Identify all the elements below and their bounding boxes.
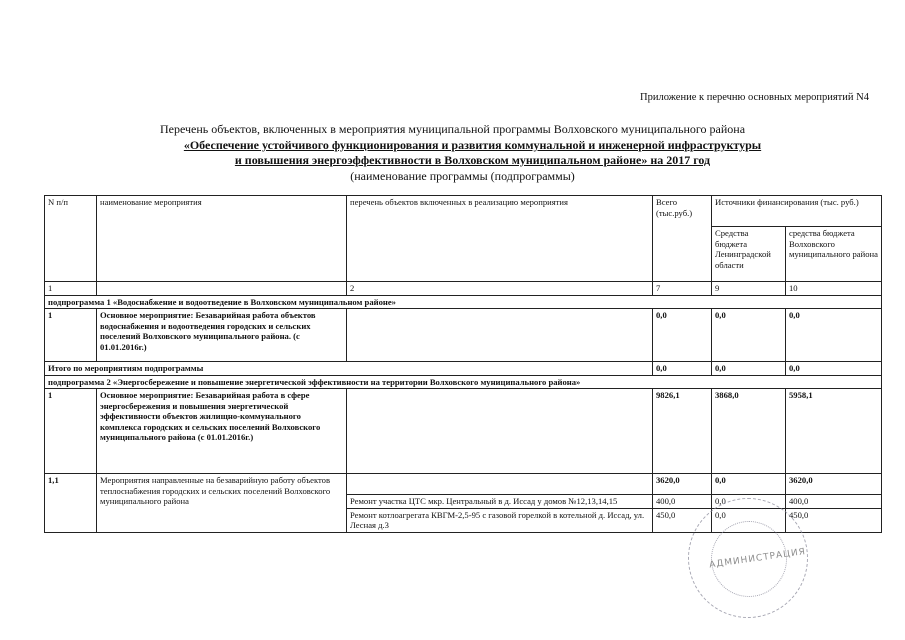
header-municipal: средства бюджета Волховского муниципального района <box>786 227 882 282</box>
subprogram-2-title: подпрограмма 2 «Энергосбережение и повышение энергетической эффективности на территории Волховского муниципального района» <box>45 375 882 389</box>
object-regional: 0,0 <box>712 508 786 532</box>
subprogram-1-title: подпрограмма 1 «Водоснабжение и водоотведение в Волховском муниципальном районе» <box>45 295 882 309</box>
header-regional: Средства бюджета Ленинградской области <box>712 227 786 282</box>
colnum-cell: 7 <box>653 282 712 296</box>
total-regional: 0,0 <box>712 362 786 376</box>
header-num: N п/п <box>45 196 97 282</box>
colnum-cell: 9 <box>712 282 786 296</box>
row-num: 1,1 <box>45 474 97 533</box>
header-objects: перечень объектов включенных в реализацию мероприятия <box>347 196 653 282</box>
row-objects <box>347 474 653 495</box>
row-objects <box>347 389 653 474</box>
document-title: Перечень объектов, включенных в мероприятия муниципальной программы Волховского муниципального района <box>159 122 746 136</box>
row-total: 9826,1 <box>653 389 712 474</box>
official-stamp <box>688 498 808 618</box>
total-municipal: 0,0 <box>786 362 882 376</box>
subprogram-1-total-row <box>45 362 882 376</box>
row-name: Мероприятия направленные на безаварийную работу объектов теплоснабжения городских и сельских поселений Волховского муниципального района <box>97 474 347 533</box>
object-name: Ремонт котлоагрегата КВГМ-2,5-95 с газовой горелкой в котельной д. Иссад, ул. Лесная д.3 <box>347 508 653 532</box>
table-row <box>45 309 882 362</box>
row-total: 0,0 <box>653 309 712 362</box>
object-total: 450,0 <box>653 508 712 532</box>
program-name-line2: и повышения энергоэффективности в Волховском муниципальном районе» на 2017 год <box>234 153 711 167</box>
colnum-cell: 1 <box>45 282 97 296</box>
header-sources: Источники финансирования (тыс. руб.) <box>712 196 882 227</box>
column-number-row <box>45 282 882 296</box>
row-name: Основное мероприятие: Безаварийная работа объектов водоснабжения и водоотведения городских и сельских поселений Волховского муниципального района. (с 01.01.2016г.) <box>97 309 347 362</box>
row-total: 3620,0 <box>653 474 712 495</box>
appendix-note: Приложение к перечню основных мероприятий N4 <box>640 92 869 103</box>
table-header-row <box>45 196 882 227</box>
row-regional: 0,0 <box>712 474 786 495</box>
row-regional: 0,0 <box>712 309 786 362</box>
subprogram-1-row <box>45 295 882 309</box>
header-name: наименование мероприятия <box>97 196 347 282</box>
object-municipal: 450,0 <box>786 508 882 532</box>
stamp-text: АДМИНИСТРАЦИЯ <box>708 547 807 571</box>
row-regional: 3868,0 <box>712 389 786 474</box>
total-label: Итого по мероприятиям подпрограммы <box>45 362 653 376</box>
row-objects <box>347 309 653 362</box>
header-total: Всего (тыс.руб.) <box>653 196 712 282</box>
colnum-cell <box>97 282 347 296</box>
objects-table <box>44 195 882 533</box>
row-num: 1 <box>45 389 97 474</box>
object-municipal: 400,0 <box>786 495 882 509</box>
object-regional: 0,0 <box>712 495 786 509</box>
row-name: Основное мероприятие: Безаварийная работа в сфере энергосбережения и повышения энергетической эффективности объектов жилищно-коммунального комплекса городских и сельских поселений Волховского муниципального района (с 01.01.2016г.) <box>97 389 347 474</box>
total-total: 0,0 <box>653 362 712 376</box>
program-name-line1: «Обеспечение устойчивого функционирования и развития коммунальной и инженерной инфраструктуры <box>183 138 762 152</box>
row-municipal: 0,0 <box>786 309 882 362</box>
subprogram-2-row <box>45 375 882 389</box>
object-name: Ремонт участка ЦТС мкр. Центральный в д. Иссад у домов №12,13,14,15 <box>347 495 653 509</box>
colnum-cell: 10 <box>786 282 882 296</box>
row-municipal: 3620,0 <box>786 474 882 495</box>
row-num: 1 <box>45 309 97 362</box>
colnum-cell: 2 <box>347 282 653 296</box>
object-total: 400,0 <box>653 495 712 509</box>
program-caption: (наименование программы (подпрограммы) <box>350 169 575 183</box>
row-municipal: 5958,1 <box>786 389 882 474</box>
table-row <box>45 474 882 495</box>
table-row <box>45 389 882 474</box>
